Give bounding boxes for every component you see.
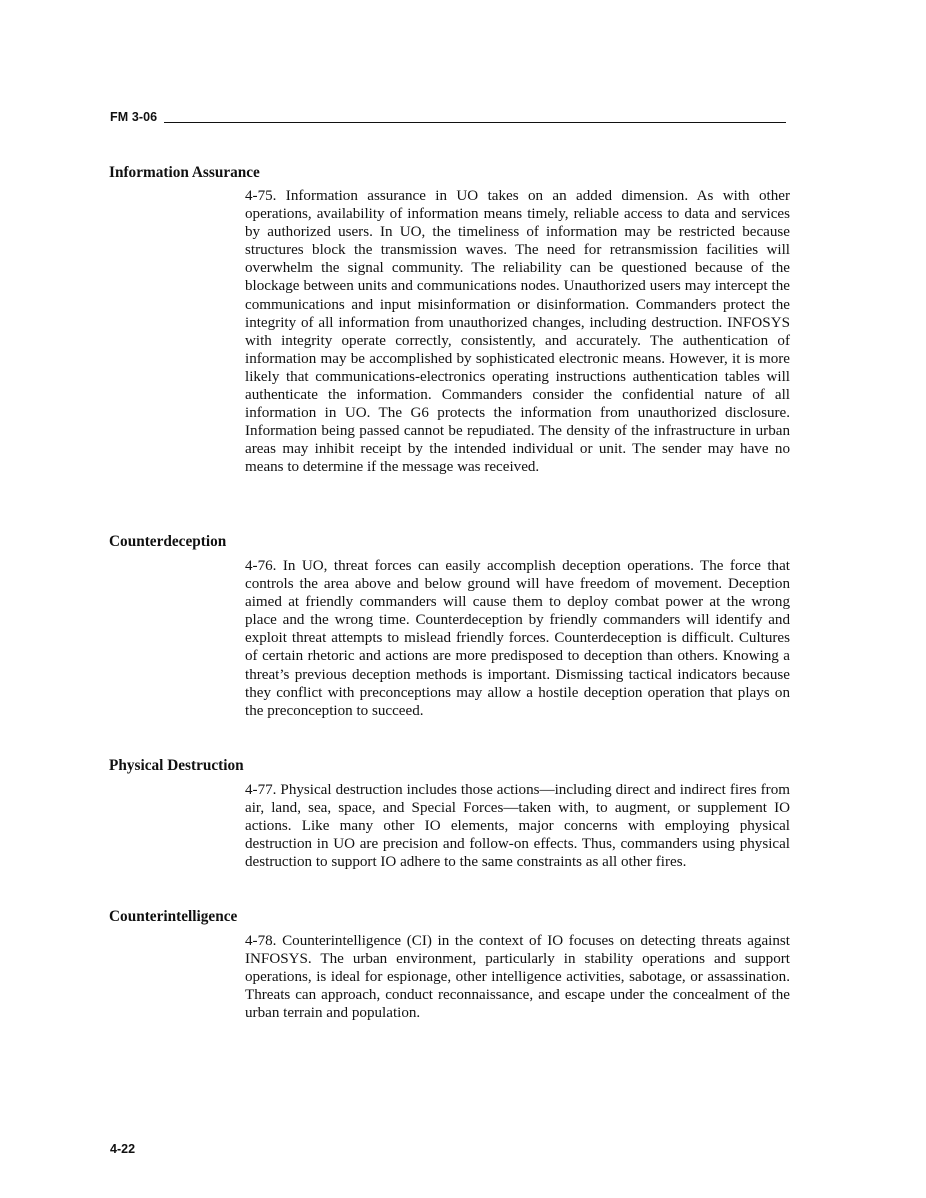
paragraph-4-78: 4-78. Counterintelligence (CI) in the context of IO focuses on detecting threats against INFOSYS. The urban environment, particularly in stability operations and support operations, is ideal for espionage, other intelligence activities, sabotage, or assassination. Threats can approach, conduct reconnaissance, and escape under the concealment of the urban terrain and population.	[245, 933, 790, 1022]
paragraph-4-77: 4-77. Physical destruction includes those actions—including direct and indirect fires from air, land, sea, space, and Special Forces—taken with, to augment, or supplement IO actions. Like many other IO elements, major concerns with employing physical destruction in UO are precision and follow-on effects. Thus, commanders using physical destruction to support IO adhere to the same constraints as all other fires.	[245, 782, 790, 871]
page-number: 4-22	[110, 1142, 136, 1156]
manual-number: FM 3-06	[110, 110, 158, 124]
section-heading-counterdeception: Counterdeception	[109, 533, 227, 550]
running-header	[110, 110, 786, 128]
paragraph-4-75: 4-75. Information assurance in UO takes on an added dimension. As with other operations, availability of information means timely, reliable access to data and services by authorized users. In UO, the timeliness of information may be restricted because structures block the transmission waves. The need for retransmission facilities will overwhelm the signal community. The reliability can be questioned because of the blockage between units and communications nodes. Unauthorized users may intercept the communications and input misinformation or disinformation. Commanders protect the integrity of all information from unauthorized changes, including destruction. INFOSYS with integrity operate correctly, consistently, and accurately. The authentication of information may be accomplished by sophisticated electronic means. However, it is more likely that communications-electronics operating instructions authentication tables will authenticate the information. Commanders consider the confidential nature of all information in UO. The G6 protects the information from unauthorized disclosure. Information being passed cannot be repudiated. The density of the infrastructure in urban areas may inhibit receipt by the intended individual or unit. The sender may have no means to determine if the message was received.	[245, 188, 790, 476]
paragraph-4-76: 4-76. In UO, threat forces can easily accomplish deception operations. The force that controls the area above and below ground will have freedom of movement. Deception aimed at friendly commanders will cause them to deploy combat power at the wrong place and the wrong time. Counterdeception by friendly commanders will identify and exploit threat attempts to mislead friendly forces. Counterdeception is difficult. Cultures of certain rhetoric and actions are more predisposed to deception than others. Knowing a threat’s previous deception methods is important. Dismissing tactical indicators because they conflict with preconceptions may allow a hostile deception operation that plays on the preconception to succeed.	[245, 558, 790, 719]
section-heading-physical-destruction: Physical Destruction	[109, 757, 244, 774]
header-rule	[164, 122, 786, 123]
section-heading-counterintelligence: Counterintelligence	[109, 908, 238, 925]
section-heading-information-assurance: Information Assurance	[109, 164, 260, 181]
